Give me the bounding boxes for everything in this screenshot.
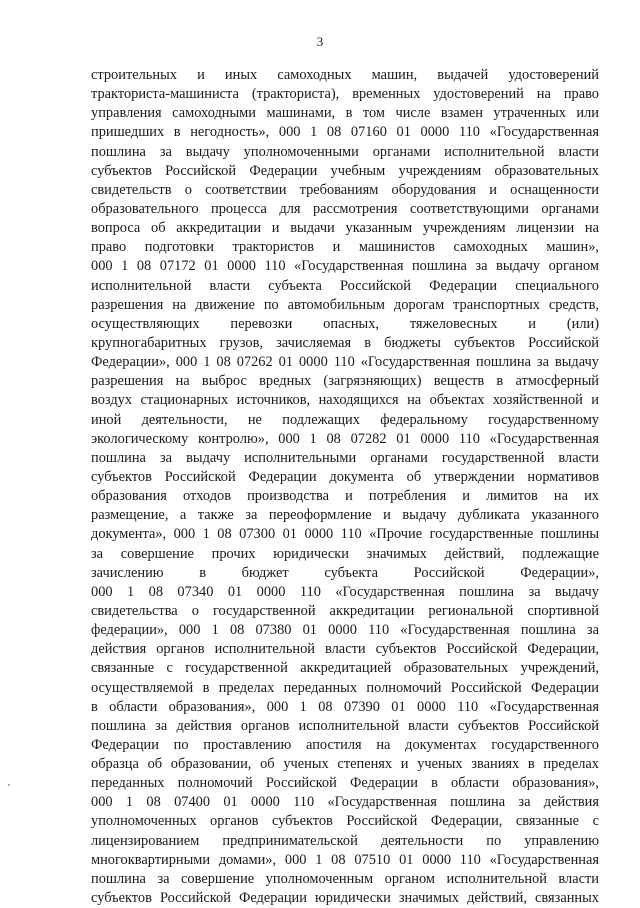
text-line: 000 1 08 07172 01 0000 110 «Государственная пошлина за выдачу органом [91, 258, 599, 275]
text-line: федерации», 000 1 08 07380 01 0000 110 «Государственная пошлина за [91, 622, 599, 639]
text-line: образовательного процесса для рассмотрения соответствующими органами [91, 200, 599, 217]
text-line: в области образования», 000 1 08 07390 01 0000 110 «Государственная [91, 698, 599, 715]
text-line: действия органов исполнительной власти субъектов Российской Федерации, [91, 641, 599, 658]
text-line: пошлина за действия органов исполнительной власти субъектов Российской [91, 717, 599, 734]
text-line: крупногабаритных грузов, зачисляемая в бюджеты субъектов Российской [91, 334, 599, 351]
scan-speck [8, 784, 10, 786]
text-line: переданных полномочий Российской Федерации в области образования», [91, 775, 599, 792]
text-line: Федерации», 000 1 08 07262 01 0000 110 «Государственная пошлина за выдачу [91, 354, 599, 371]
text-line: разрешения на выброс вредных (загрязняющих) веществ в атмосферный [91, 373, 599, 390]
text-line: Федерации по проставлению апостиля на документах государственного [91, 736, 599, 753]
text-line: субъектов Российской Федерации документа об утверждении нормативов [91, 468, 599, 485]
text-line: 000 1 08 07340 01 0000 110 «Государственная пошлина за выдачу [91, 583, 599, 600]
text-line: документа», 000 1 08 07300 01 0000 110 «Прочие государственные пошлины [91, 526, 599, 543]
text-line: образования отходов производства и потребления и лимитов на их [91, 488, 599, 505]
text-line: экологическому контролю», 000 1 08 07282 01 0000 110 «Государственная [91, 430, 599, 447]
text-line: субъектов Российской Федерации юридически значимых действий, связанных [91, 890, 599, 907]
text-line: субъектов Российской Федерации учебным учреждениям образовательных [91, 162, 599, 179]
page-number: 3 [316, 34, 324, 49]
text-line: свидетельств о соответствии требованиям оборудования и оснащенности [91, 181, 599, 198]
text-line: связанные с государственной аккредитацией образовательных учреждений, [91, 660, 599, 677]
text-line: исполнительной власти субъекта Российской Федерации специального [91, 277, 599, 294]
text-line: лицензированием предпринимательской деятельности по управлению [91, 832, 599, 849]
body-text [91, 66, 599, 908]
text-line: вопроса об аккредитации и выдачи указанным учреждениям лицензии на [91, 220, 599, 237]
text-line: пошлина за совершение уполномоченным органом исполнительной власти [91, 870, 599, 887]
text-line: пришедших в негодность», 000 1 08 07160 01 0000 110 «Государственная [91, 124, 599, 141]
text-line: право подготовки трактористов и машинистов самоходных машин», [91, 239, 599, 256]
text-line: уполномоченных органов субъектов Российской Федерации, связанные с [91, 813, 599, 830]
text-line: осуществляющих перевозки опасных, тяжеловесных и (или) [91, 315, 599, 332]
text-line: свидетельства о государственной аккредитации региональной спортивной [91, 602, 599, 619]
text-line: многоквартирными домами», 000 1 08 07510 01 0000 110 «Государственная [91, 851, 599, 868]
text-line: иной деятельности, не подлежащих федеральному государственному [91, 411, 599, 428]
text-line: осуществляемой в пределах переданных полномочий Российской Федерации [91, 679, 599, 696]
text-line: размещение, а также за переоформление и выдачу дубликата указанного [91, 507, 599, 524]
text-line: зачислению в бюджет субъекта Российской Федерации», [91, 564, 599, 581]
text-line: пошлина за выдачу исполнительными органами государственной власти [91, 449, 599, 466]
text-line: за совершение прочих юридически значимых действий, подлежащие [91, 545, 599, 562]
text-line: строительных и иных самоходных машин, выдачей удостоверений [91, 67, 599, 83]
text-line: тракториста-машиниста (тракториста), временных удостоверений на право [91, 86, 599, 103]
text-line: воздух стационарных источников, находящихся на объектах хозяйственной и [91, 392, 599, 409]
text-line: управления самоходными машинами, в том числе взамен утраченных или [91, 105, 599, 122]
text-line: образца об образовании, об ученых степенях и ученых званиях в пределах [91, 756, 599, 773]
text-line: разрешения на движение по автомобильным дорогам транспортных средств, [91, 296, 599, 313]
text-line: 000 1 08 07400 01 0000 110 «Государственная пошлина за действия [91, 794, 599, 811]
text-line: пошлина за выдачу уполномоченными органами исполнительной власти [91, 143, 599, 160]
